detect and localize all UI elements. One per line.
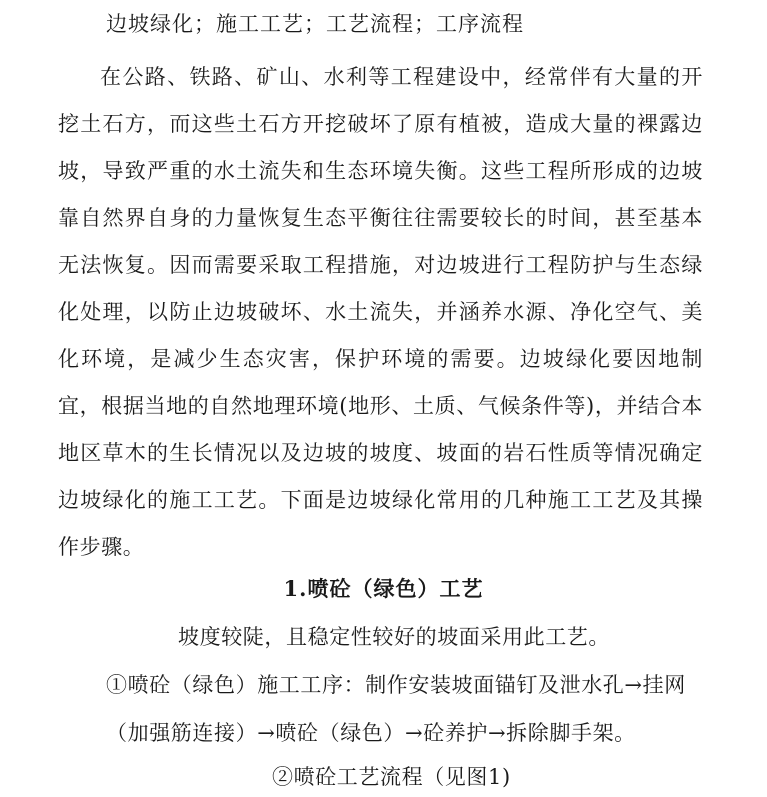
construction-procedure-line-2: （加强筋连接）→喷砼（绿色）→砼养护→拆除脚手架。 bbox=[106, 721, 636, 745]
keywords-line: 边坡绿化；施工工艺；工艺流程；工序流程 bbox=[106, 12, 524, 36]
process-flow-reference: ②喷砼工艺流程（见图1) bbox=[272, 765, 511, 789]
construction-procedure-line-1: ①喷砼（绿色）施工工序：制作安装坡面锚钉及泄水孔→挂网 bbox=[106, 673, 686, 697]
section-heading: 1.喷砼（绿色）工艺 bbox=[283, 576, 484, 601]
intro-paragraph: 在公路、铁路、矿山、水利等工程建设中，经常伴有大量的开挖土石方，而这些土石方开挖破坏了原有植被，造成大量的裸露边坡，导致严重的水土流失和生态环境失衡。这些工程所形成的边坡靠自然界自身的力量恢复生态平衡往往需要较长的时间，甚至基本无法恢复。因而需要采取工程措施，对边坡进行工程防护与生态绿化处理，以防止边坡破坏、水土流失，并涵养水源、净化空气、美化环境，是减少生态灾害，保护环境的需要。边坡绿化要因地制宜，根据当地的自然地理环境(地形、土质、气候条件等)，并结合本地区草木的生长情况以及边坡的坡度、坡面的岩石性质等情况确定边坡绿化的施工工艺。下面是边坡绿化常用的几种施工工艺及其操作步骤。 bbox=[58, 65, 703, 559]
section-description: 坡度较陡，且稳定性较好的坡面采用此工艺。 bbox=[178, 625, 610, 649]
